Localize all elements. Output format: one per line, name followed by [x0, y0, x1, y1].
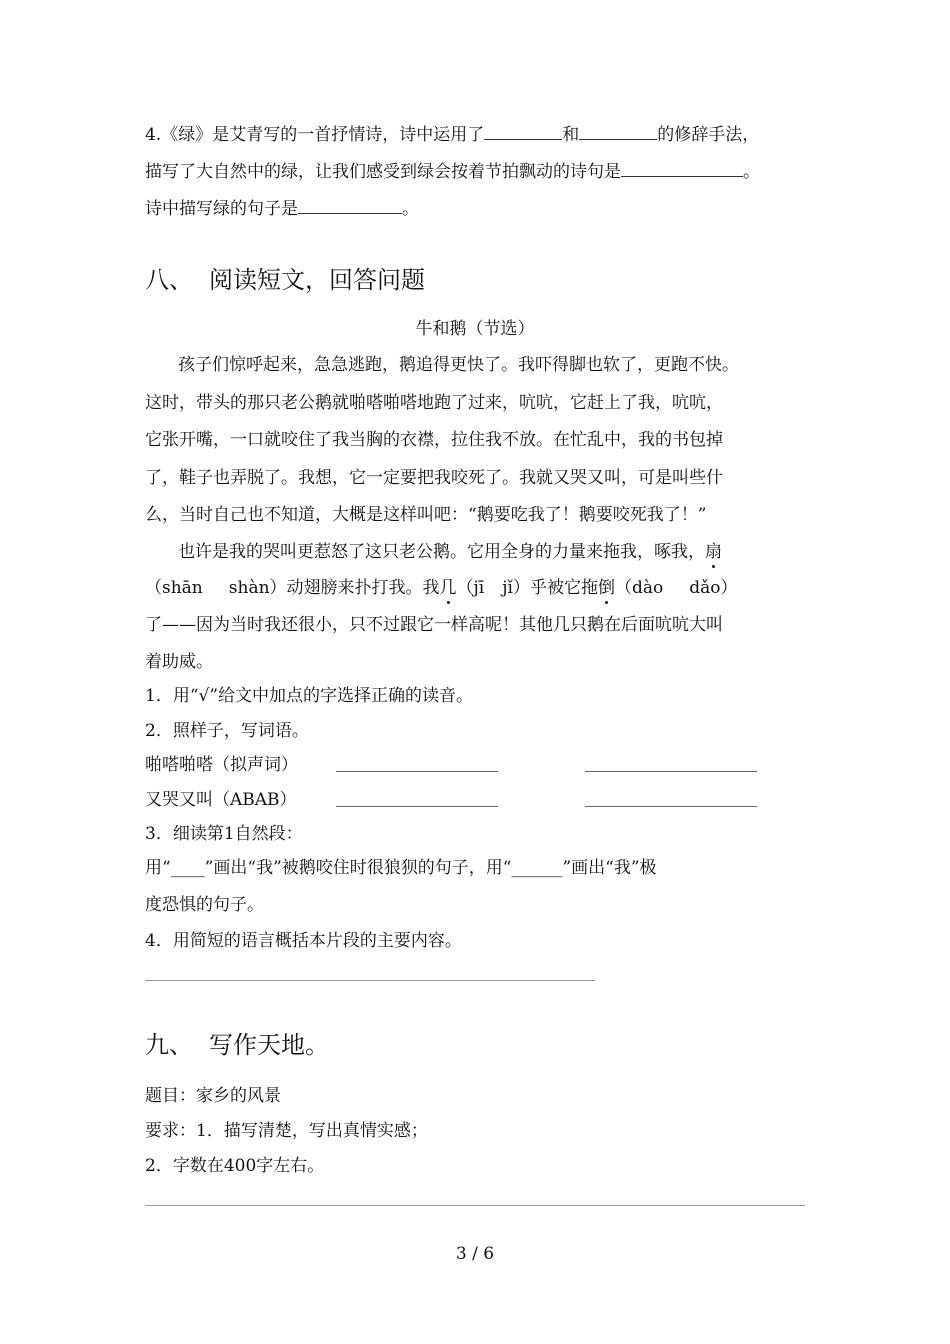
question-1: 1．用“√”给文中加点的字选择正确的读音。	[145, 686, 474, 706]
q4-line2-end: 。	[743, 162, 760, 182]
pinyin-dao3[interactable]: dǎo）	[689, 578, 738, 598]
para1-line-2: 这时，带头的那只老公鹅就啪嗒啪嗒地跑了过来，吭吭，它赶上了我，吭吭，	[145, 393, 723, 413]
writing-answer-line[interactable]	[145, 1205, 805, 1206]
q4-blank-1[interactable]	[484, 123, 562, 140]
straight-line-mark: ____	[170, 858, 205, 878]
para1-line-4: 了，鞋子也弄脱了。我想，它一定要把我咬死了。我就又哭又叫，可是叫些什	[145, 468, 723, 488]
section-9-title: 写作天地。	[209, 1031, 329, 1059]
question-2: 2．照样子，写词语。	[145, 721, 309, 741]
para2-line-2	[145, 577, 738, 599]
section-8-title: 阅读短文，回答问题	[209, 266, 425, 294]
q2-answer-line-2[interactable]	[585, 771, 757, 772]
page-number: 3 / 6	[455, 1244, 495, 1264]
q4-blank-2[interactable]	[579, 123, 657, 140]
section-9-heading	[145, 1030, 329, 1060]
q4-line-3	[145, 197, 419, 220]
pinyin-ji1[interactable]: （jī	[456, 578, 485, 598]
dotted-char-shan: 扇	[705, 542, 722, 562]
question-4: 4．用简短的语言概括本片段的主要内容。	[145, 931, 462, 951]
q4-line3-text: 诗中描写绿的句子是	[145, 199, 298, 219]
section-8-heading	[145, 265, 425, 295]
q2-answer-line-4[interactable]	[585, 806, 757, 807]
q2-answer-line-1[interactable]	[336, 771, 498, 772]
question-3: 3．细读第1自然段：	[145, 824, 303, 844]
q4-blank-4[interactable]	[298, 197, 402, 214]
para2-line-3: 了——因为当时我还很小，只不过跟它一样高呢！其他几只鹅在后面吭吭大叫	[145, 615, 723, 635]
writing-topic: 题目：家乡的风景	[145, 1086, 281, 1106]
section-9-number: 九、	[145, 1031, 193, 1059]
q4-line2-text: 描写了大自然中的绿，让我们感受到绿会按着节拍飘动的诗句是	[145, 162, 621, 182]
q2-example-2: 又哭又叫（ABAB）	[145, 790, 297, 810]
para2-line-4: 着助威。	[145, 652, 213, 672]
para2-line1-text: 也许是我的哭叫更惹怒了这只老公鹅。它用全身的力量来拖我，啄我，	[178, 542, 705, 562]
q4-answer-line[interactable]	[145, 980, 595, 981]
pinyin-shan1[interactable]: （shān	[145, 578, 203, 598]
q3-text-a: 用“	[145, 858, 171, 878]
pinyin-ji3-text[interactable]: jǐ）乎被它拖	[502, 578, 598, 598]
writing-requirement-1: 要求：1．描写清楚，写出真情实感；	[145, 1121, 428, 1141]
dotted-char-ji: 几	[439, 578, 457, 598]
q4-blank-3[interactable]	[621, 160, 743, 177]
writing-requirement-2: 2．字数在400字左右。	[145, 1156, 325, 1176]
q2-answer-line-3[interactable]	[336, 806, 498, 807]
question-3-instruction	[145, 857, 657, 879]
para1-line-1: 孩子们惊呼起来，急急逃跑，鹅追得更快了。我吓得脚也软了，更跑不快。	[178, 355, 739, 375]
section-8-number: 八、	[145, 266, 193, 294]
dotted-char-dao: 倒	[597, 578, 615, 598]
q2-example-1: 啪嗒啪嗒（拟声词）	[145, 755, 298, 775]
q4-line-1	[145, 123, 759, 146]
para1-line-3: 它张开嘴，一口就咬住了我当胸的衣襟，拉住我不放。在忙乱中，我的书包掉	[145, 430, 723, 450]
q4-text-c: 的修辞手法，	[657, 125, 760, 145]
pinyin-shan4-text[interactable]: shàn）动翅膀来扑打我。我	[228, 578, 440, 598]
pinyin-dao4[interactable]: （dào	[614, 578, 664, 598]
q4-line3-end: 。	[402, 199, 419, 219]
q4-line-2	[145, 160, 760, 183]
para2-line-1	[178, 541, 722, 563]
q3-text-c: ”画出“我”极	[562, 858, 657, 878]
wavy-line-mark: ______	[511, 858, 563, 878]
q3-text-b: ”画出“我”被鹅咬住时很狼狈的句子，用“	[204, 858, 512, 878]
q4-text-a: 4.《绿》是艾青写的一首抒情诗，诗中运用了	[145, 125, 485, 145]
question-3-line-2: 度恐惧的句子。	[145, 895, 264, 915]
para1-line-5: 么，当时自己也不知道，大概是这样叫吧：“鹅要吃我了！鹅要咬死我了！”	[145, 505, 707, 525]
passage-title: 牛和鹅（节选）	[415, 319, 535, 339]
q4-text-b: 和	[562, 125, 580, 145]
